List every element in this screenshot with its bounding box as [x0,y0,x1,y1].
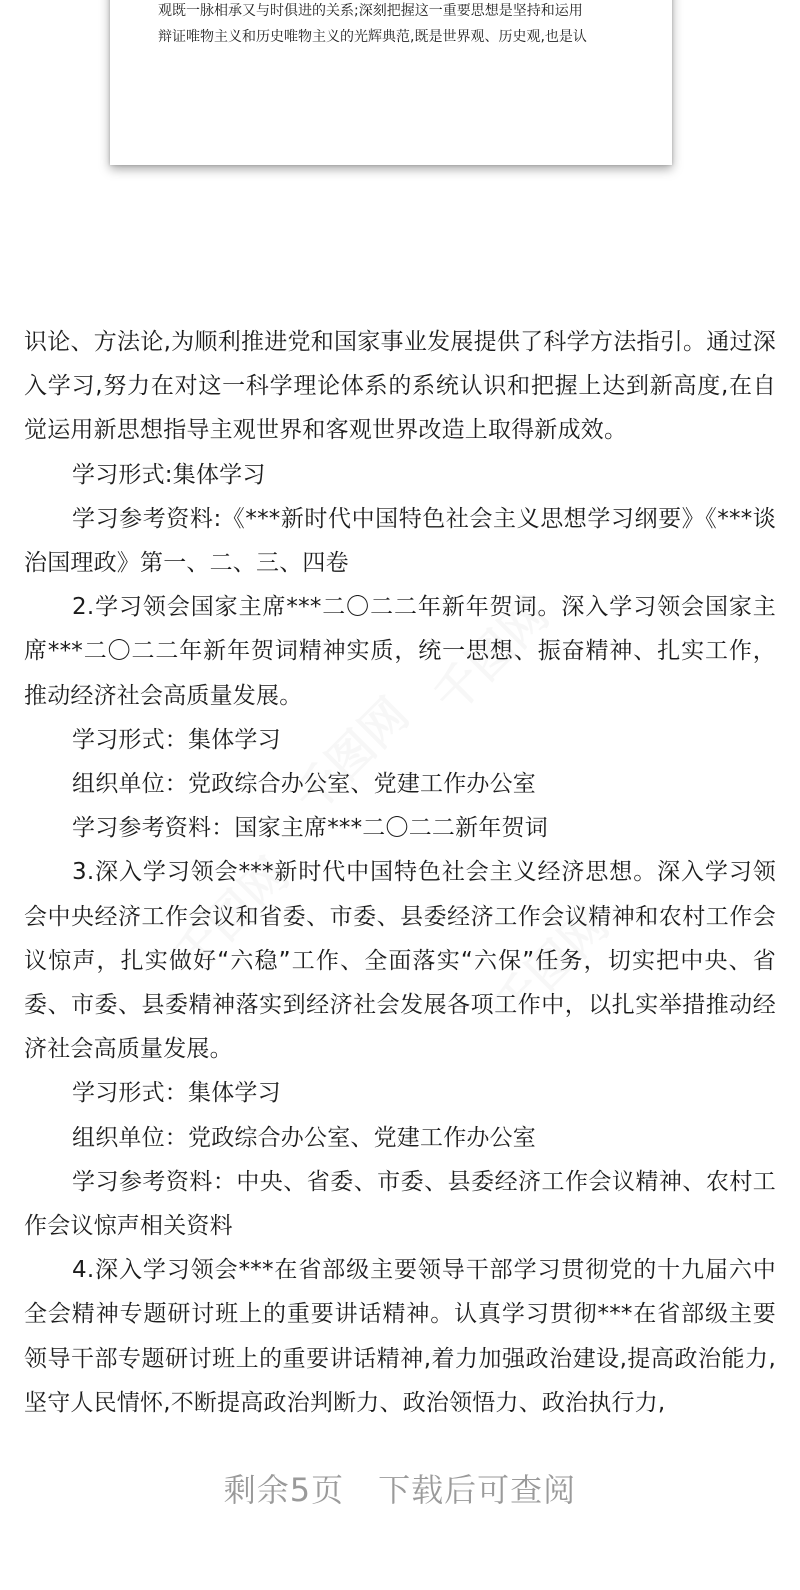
body-paragraph: 组织单位：党政综合办公室、党建工作办公室 [72,1124,536,1151]
body-paragraph: 组织单位：党政综合办公室、党建工作办公室 [72,771,536,798]
preview-line: 辩证唯物主义和历史唯物主义的光辉典范,既是世界观、历史观,也是认 [158,29,587,45]
body-paragraph: 学习形式：集体学习 [72,726,281,753]
body-paragraph: 2.学习领会国家主席***二〇二二年新年贺词。深入学习领会国家主席***二〇二二年新年贺词精神实质，统一思想、振奋精神、扎实工作，推动经济社会高质量发展。 [24,594,776,709]
download-to-view-label[interactable]: 下载后可查阅 [378,1471,577,1509]
body-paragraph: 学习参考资料：国家主席***二〇二二新年贺词 [72,815,548,842]
download-prompt[interactable] [0,1465,800,1511]
body-paragraph: 学习参考资料：中央、省委、市委、县委经济工作会议精神、农村工作会议惊声相关资料 [24,1168,776,1240]
body-paragraph: 4.深入学习领会***在省部级主要领导干部学习贯彻党的十九届六中全会精神专题研讨班上的重要讲话精神。认真学习贯彻***在省部级主要领导干部专题研讨班上的重要讲话精神,着力加强政治建设,提高政治能力,坚守人民情怀,不断提高政治判断力、政治领悟力、政治执行力, [24,1257,776,1416]
document-body [24,320,776,1425]
preview-line: 观既一脉相承又与时俱进的关系;深刻把握这一重要思想是坚持和运用 [158,3,583,19]
body-paragraph: 3.深入学习领会***新时代中国特色社会主义经济思想。深入学习领会中央经济工作会议和省委、市委、县委经济工作会议精神和农村工作会议惊声，扎实做好“六稳”工作、全面落实“六保”任务，切实把中央、省委、市委、县委精神落实到经济社会发展各项工作中，以扎实举措推动经济社会高质量发展。 [24,859,776,1063]
body-paragraph: 学习参考资料:《***新时代中国特色社会主义思想学习纲要》《***谈治国理政》第一、二、三、四卷 [24,505,776,577]
body-paragraph: 学习形式：集体学习 [72,1080,281,1107]
body-paragraph: 识论、方法论,为顺利推进党和国家事业发展提供了科学方法指引。通过深入学习,努力在对这一科学理论体系的系统认识和把握上达到新高度,在自觉运用新思想指导主观世界和客观世界改造上取得新成效。 [24,329,776,444]
document-preview-card [110,0,672,165]
body-paragraph: 学习形式:集体学习 [72,461,266,488]
remaining-pages-label[interactable]: 剩余5页 [223,1471,345,1509]
